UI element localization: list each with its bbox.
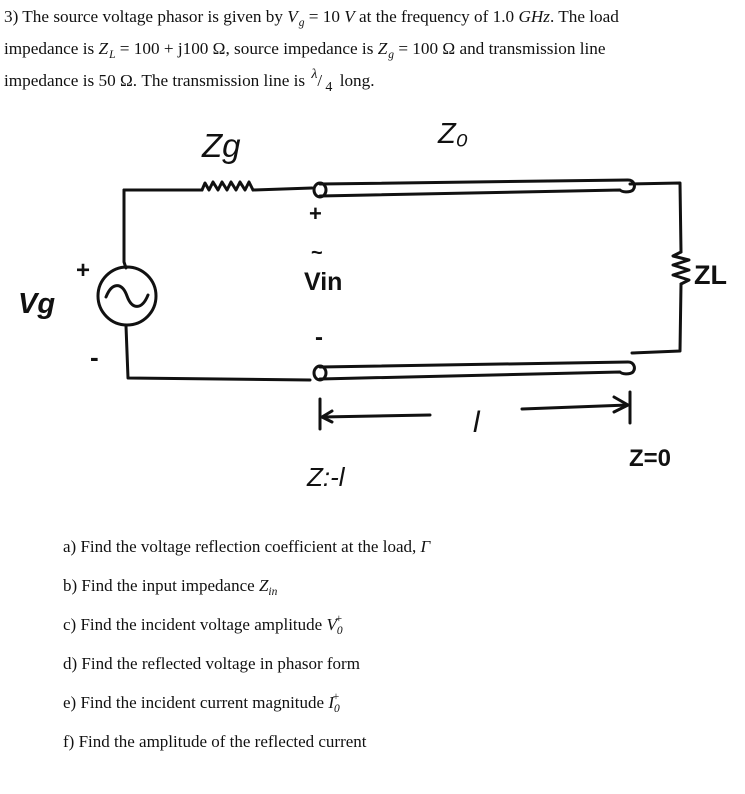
i0-subscript: 0	[333, 703, 340, 715]
question-c	[63, 615, 342, 635]
zin-symbol: Z	[258, 576, 269, 595]
question-d	[63, 654, 360, 674]
zg-resistor	[202, 182, 253, 190]
question-e-text: e) Find the incident current magnitude	[63, 693, 329, 712]
question-f	[63, 732, 367, 752]
problem-line-3	[4, 66, 739, 95]
gamma-symbol: Γ	[420, 537, 431, 556]
problem-line1-text-d: . The load	[549, 7, 619, 26]
i0-symbol: I	[328, 693, 334, 712]
circuit-diagram	[0, 108, 745, 503]
zl-symbol: Z	[98, 39, 109, 58]
problem-line3-text-b: long.	[335, 71, 375, 90]
z0-label: Z₀	[438, 118, 468, 150]
question-d-text: d) Find the reflected voltage in phasor form	[63, 654, 360, 673]
question-a	[63, 537, 430, 557]
question-c-text: c) Find the incident voltage amplitude	[63, 615, 327, 634]
source-plus-label: +	[76, 257, 91, 284]
z-zero-label: Z=0	[629, 445, 672, 472]
problem-line1-text-c: at the frequency of 1.0	[354, 7, 519, 26]
question-b	[63, 576, 277, 596]
problem-statement	[4, 2, 739, 95]
vin-minus-label: -	[315, 324, 323, 351]
vg-label: Vg	[18, 288, 56, 320]
source-wire-bottom	[126, 326, 310, 380]
vin-label: Vin	[304, 268, 343, 296]
problem-line2-text-c: = 100 Ω and transmission line	[394, 39, 606, 58]
problem-line-1	[4, 2, 739, 34]
zg-label: Zg	[202, 127, 241, 164]
load-wire-bottom	[632, 284, 681, 353]
tline-top-conductor	[320, 180, 634, 196]
dimension-left-line	[322, 415, 430, 417]
zl-subscript: L	[109, 49, 116, 61]
zl-resistor	[673, 252, 689, 284]
question-e	[63, 693, 339, 713]
question-a-text: a) Find the voltage reflection coefficient at the load,	[63, 537, 421, 556]
source-wire-top	[124, 190, 126, 268]
problem-line1-text-a: 3) The source voltage phasor is given by	[4, 7, 288, 26]
i0-superscript: +	[332, 691, 340, 703]
v0-symbol: V	[326, 615, 337, 634]
ac-sine-icon	[106, 286, 148, 307]
zg-subscript: g	[388, 49, 395, 61]
v0-subscript: 0	[336, 625, 343, 637]
problem-line3-text-a: impedance is 50 Ω. The transmission line is	[4, 71, 310, 90]
source-minus-label: -	[90, 342, 99, 372]
tline-bottom-conductor	[320, 362, 634, 379]
ghz-unit: GHz	[518, 7, 550, 26]
v0-superscript: +	[335, 613, 343, 625]
fraction-slash: /	[317, 71, 323, 90]
problem-line1-text-b: = 10	[304, 7, 345, 26]
zg-symbol: Z	[377, 39, 388, 58]
volt-unit: V	[344, 7, 355, 26]
vg-symbol: V	[287, 7, 298, 26]
problem-line-2	[4, 34, 739, 66]
length-l-label: l	[473, 406, 480, 439]
zin-subscript: in	[268, 586, 278, 598]
vin-tilde-label: ~	[311, 242, 323, 264]
fraction-numerator: λ	[311, 67, 318, 82]
z-minus-l-label: Z:-l	[307, 462, 345, 492]
top-wire-right	[253, 188, 312, 190]
question-b-text: b) Find the input impedance	[63, 576, 259, 595]
fraction-denominator: 4	[325, 80, 333, 95]
problem-line2-text-a: impedance is	[4, 39, 99, 58]
vin-plus-label: +	[309, 201, 322, 226]
vg-subscript: g	[298, 17, 305, 29]
zl-label: ZL	[694, 260, 727, 290]
lambda-quarter-fraction	[309, 67, 335, 95]
dimension-right-line	[522, 405, 628, 409]
problem-line2-text-b: = 100 + j100 Ω, source impedance is	[115, 39, 378, 58]
load-wire-top	[630, 183, 681, 252]
question-f-text: f) Find the amplitude of the reflected current	[63, 732, 367, 751]
